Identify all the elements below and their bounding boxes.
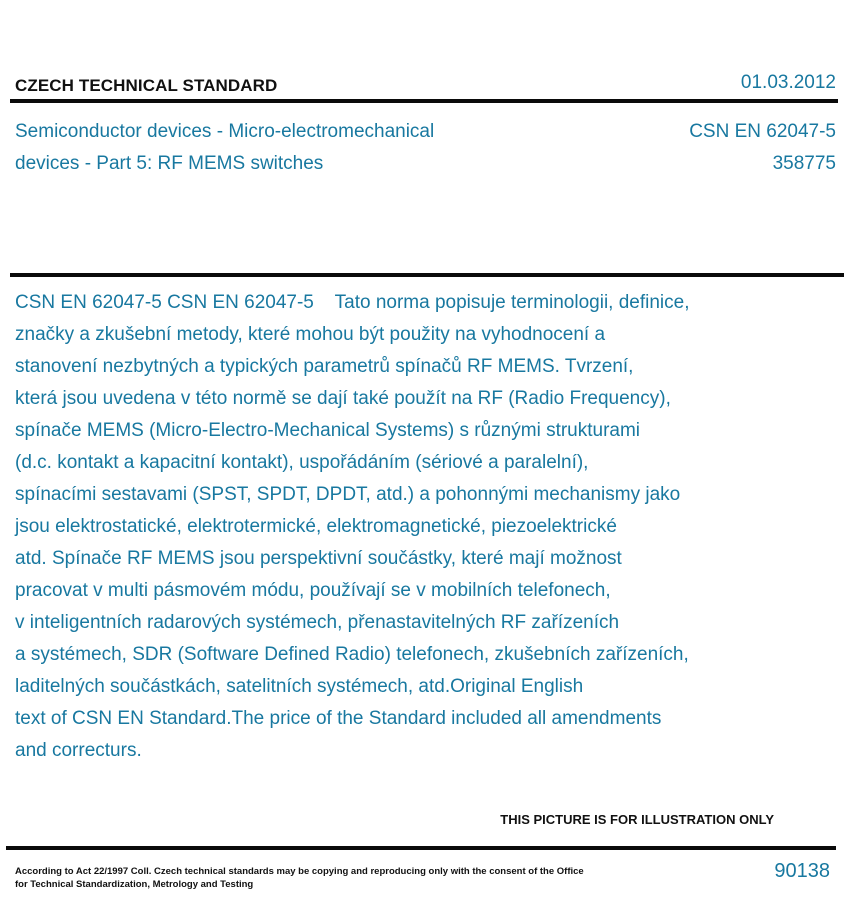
description-line: atd. Spínače RF MEMS jsou perspektivní součástky, které mají možnost — [15, 548, 622, 569]
description-line: spínacími sestavami (SPST, SPDT, DPDT, atd.) a pohonnými mechanismy jako — [15, 484, 681, 505]
document-title — [15, 116, 535, 180]
document-title-line: Semiconductor devices - Micro-electromechanical — [15, 121, 435, 142]
standard-code: CSN EN 62047-5 — [689, 121, 836, 142]
header-rule — [10, 99, 838, 103]
description-line: spínače MEMS (Micro-Electro-Mechanical Systems) s různými strukturami — [15, 420, 641, 441]
footer-rule — [6, 846, 836, 850]
document-codes — [689, 116, 836, 180]
description-line: laditelných součástkách, satelitních systémech, atd.Original English — [15, 676, 584, 697]
legal-notice-line: According to Act 22/1997 Coll. Czech technical standards may be copying and reproducing only with the consent of the Office — [15, 866, 584, 877]
legal-notice-line: for Technical Standardization, Metrology and Testing — [15, 879, 254, 890]
footer-code: 90138 — [774, 860, 830, 882]
description-line: pracovat v multi pásmovém módu, používají se v mobilních telefonech, — [15, 580, 611, 601]
illustration-note: THIS PICTURE IS FOR ILLUSTRATION ONLY — [500, 812, 774, 827]
document-title-line: devices - Part 5: RF MEMS switches — [15, 153, 324, 174]
description-line: značky a zkušební metody, které mohou být použity na vyhodnocení a — [15, 324, 606, 345]
legal-notice — [15, 865, 584, 891]
description-line: stanovení nezbytných a typických parametrů spínačů RF MEMS. Tvrzení, — [15, 356, 634, 377]
section-rule — [10, 273, 844, 277]
publication-date: 01.03.2012 — [740, 72, 836, 93]
standard-heading: CZECH TECHNICAL STANDARD — [15, 76, 278, 95]
description-line: která jsou uvedena v této normě se dají také použít na RF (Radio Frequency), — [15, 388, 671, 409]
description-line: v inteligentních radarových systémech, přenastavitelných RF zařízeních — [15, 612, 620, 633]
description-line: a systémech, SDR (Software Defined Radio) telefonech, zkušebních zařízeních, — [15, 644, 689, 665]
description-line: text of CSN EN Standard.The price of the Standard included all amendments — [15, 708, 662, 729]
description-line: and correcturs. — [15, 740, 142, 761]
standard-description — [15, 287, 815, 767]
description-line: jsou elektrostatické, elektrotermické, elektromagnetické, piezoelektrické — [15, 516, 617, 537]
description-line: CSN EN 62047-5 CSN EN 62047-5 Tato norma popisuje terminologii, definice, — [15, 292, 690, 313]
catalog-number: 358775 — [772, 153, 836, 174]
description-line: (d.c. kontakt a kapacitní kontakt), uspořádáním (sériové a paralelní), — [15, 452, 589, 473]
